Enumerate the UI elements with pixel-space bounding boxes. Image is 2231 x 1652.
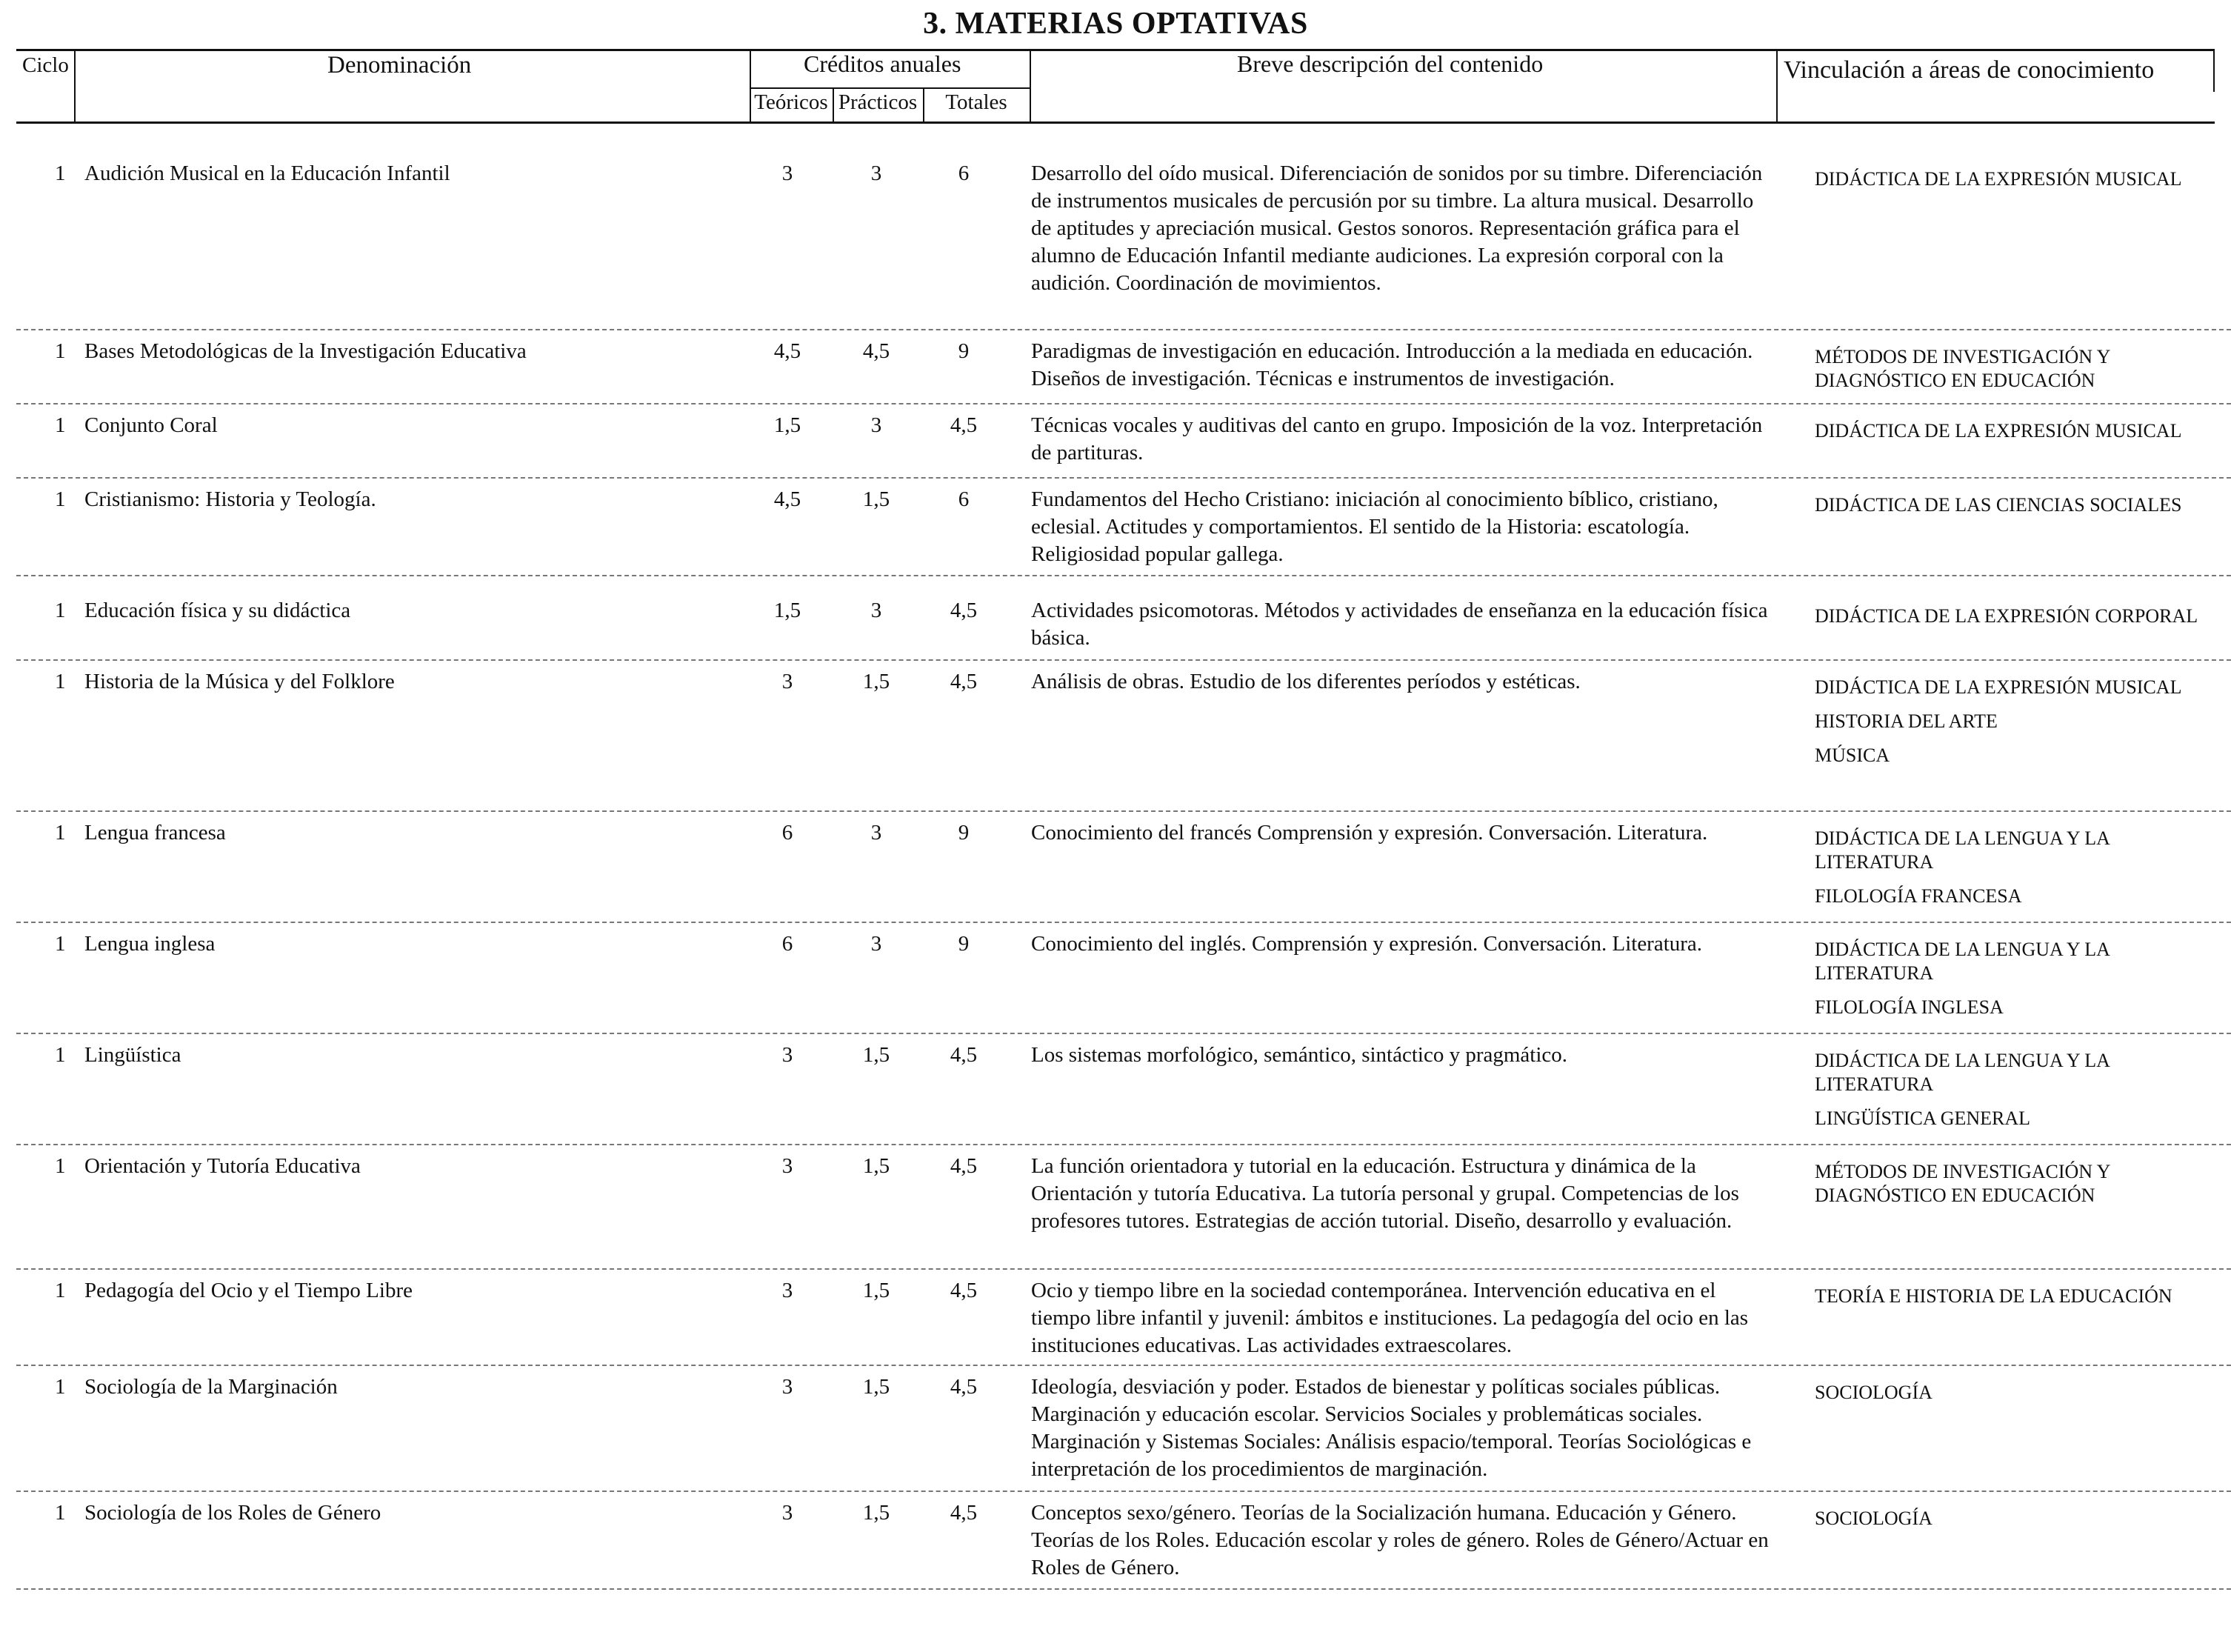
row-teoricos: 6 xyxy=(781,821,793,845)
row-areas xyxy=(1815,676,2230,778)
row-ciclo: 1 xyxy=(55,599,66,622)
row-ciclo: 1 xyxy=(55,1279,66,1302)
header-vinculacion: Vinculación a áreas de conocimiento xyxy=(1784,56,2155,84)
area-item: DIDÁCTICA DE LA EXPRESIÓN MUSICAL xyxy=(1815,168,2182,190)
row-ciclo: 1 xyxy=(55,670,66,693)
row-denominacion: Lengua inglesa xyxy=(84,932,216,956)
row-separator xyxy=(16,1491,2231,1492)
row-denominacion: Pedagogía del Ocio y el Tiempo Libre xyxy=(84,1279,413,1302)
row-practicos: 3 xyxy=(870,821,882,845)
row-denominacion: Conjunto Coral xyxy=(84,413,218,437)
row-denominacion: Educación física y su didáctica xyxy=(84,599,351,622)
row-totales: 4,5 xyxy=(950,413,978,437)
area-item: SOCIOLOGÍA xyxy=(1815,1508,1932,1529)
row-totales: 4,5 xyxy=(950,1501,978,1525)
area-item: MÉTODOS DE INVESTIGACIÓN Y DIAGNÓSTICO EN EDUCACIÓN xyxy=(1815,346,2110,391)
row-separator xyxy=(16,403,2231,404)
row-totales: 4,5 xyxy=(950,1043,978,1067)
row-practicos: 3 xyxy=(870,413,882,437)
row-teoricos: 3 xyxy=(781,670,793,693)
row-denominacion: Cristianismo: Historia y Teología. xyxy=(84,487,376,511)
row-denominacion: Sociología de la Marginación xyxy=(84,1375,338,1399)
row-separator xyxy=(16,1144,2231,1145)
row-descripcion: Fundamentos del Hecho Cristiano: iniciación al conocimiento bíblico, cristiano, eclesial. Actitudes y comportamientos. El sentido de la Historia: escatología. Religiosidad popular gallega. xyxy=(1031,487,1718,566)
row-ciclo: 1 xyxy=(55,1501,66,1525)
row-separator xyxy=(16,810,2231,812)
creditos-sub-rule xyxy=(750,87,1030,89)
row-areas xyxy=(1815,1507,2230,1541)
area-item: DIDÁCTICA DE LAS CIENCIAS SOCIALES xyxy=(1815,494,2182,516)
row-teoricos: 3 xyxy=(781,1043,793,1067)
row-practicos: 3 xyxy=(870,161,882,185)
header-divider-right xyxy=(2213,50,2215,92)
row-teoricos: 4,5 xyxy=(773,339,801,363)
header-divider-descripcion xyxy=(1776,50,1778,121)
row-areas xyxy=(1815,827,2230,919)
area-item: DIDÁCTICA DE LA LENGUA Y LA LITERATURA xyxy=(1815,827,2110,873)
header-denominacion: Denominación xyxy=(327,52,472,79)
row-separator xyxy=(16,1268,2231,1270)
row-totales: 9 xyxy=(958,932,970,956)
header-top-rule xyxy=(16,49,2215,51)
area-item: MÚSICA xyxy=(1815,745,1890,766)
area-item: DIDÁCTICA DE LA EXPRESIÓN MUSICAL xyxy=(1815,420,2182,442)
row-practicos: 4,5 xyxy=(862,339,890,363)
row-areas xyxy=(1815,1049,2230,1141)
row-separator xyxy=(16,575,2231,576)
row-practicos: 1,5 xyxy=(862,670,890,693)
row-teoricos: 1,5 xyxy=(773,413,801,437)
row-areas xyxy=(1815,604,2230,639)
row-descripcion: Conceptos sexo/género. Teorías de la Socialización humana. Educación y Género. Teorías de los Roles. Educación escolar y roles de género. Roles de Género/Actuar en Roles de Género. xyxy=(1031,1501,1769,1579)
row-ciclo: 1 xyxy=(55,932,66,956)
area-item: LINGÜÍSTICA GENERAL xyxy=(1815,1108,2031,1129)
area-item: HISTORIA DEL ARTE xyxy=(1815,710,1998,732)
row-descripcion: Desarrollo del oído musical. Diferenciación de sonidos por su timbre. Diferenciación de instrumentos musicales de percusión por su timbre. La altura musical. Desarrollo de aptitudes y apreciación musical. Gestos sonoros. Representación gráfica para el alumno de Educación Infantil mediante audiciones. La expresión corporal con la audición. Coordinación de movimientos. xyxy=(1031,161,1763,295)
row-teoricos: 1,5 xyxy=(773,599,801,622)
row-separator xyxy=(16,922,2231,923)
row-areas xyxy=(1815,1381,2230,1415)
row-totales: 6 xyxy=(958,161,970,185)
row-denominacion: Lengua francesa xyxy=(84,821,226,845)
area-item: MÉTODOS DE INVESTIGACIÓN Y DIAGNÓSTICO EN EDUCACIÓN xyxy=(1815,1161,2110,1206)
row-denominacion: Audición Musical en la Educación Infantil xyxy=(84,161,450,185)
header-descripcion: Breve descripción del contenido xyxy=(1237,50,1544,77)
row-practicos: 3 xyxy=(870,932,882,956)
row-totales: 4,5 xyxy=(950,1279,978,1302)
header-divider-ciclo xyxy=(74,50,76,121)
row-totales: 9 xyxy=(958,821,970,845)
row-totales: 4,5 xyxy=(950,599,978,622)
row-denominacion: Sociología de los Roles de Género xyxy=(84,1501,381,1525)
row-areas xyxy=(1815,1160,2230,1218)
row-teoricos: 4,5 xyxy=(773,487,801,511)
row-descripcion: Análisis de obras. Estudio de los diferentes períodos y estéticas. xyxy=(1031,670,1581,693)
row-practicos: 1,5 xyxy=(862,1043,890,1067)
row-ciclo: 1 xyxy=(55,1043,66,1067)
row-descripcion: Conocimiento del francés Comprensión y expresión. Conversación. Literatura. xyxy=(1031,821,1708,845)
row-descripcion: Conocimiento del inglés. Comprensión y expresión. Conversación. Literatura. xyxy=(1031,932,1703,956)
row-teoricos: 6 xyxy=(781,932,793,956)
row-practicos: 3 xyxy=(870,599,882,622)
row-practicos: 1,5 xyxy=(862,1154,890,1178)
row-separator xyxy=(16,329,2231,330)
row-areas xyxy=(1815,1285,2230,1319)
row-descripcion: Ocio y tiempo libre en la sociedad contemporánea. Intervención educativa en el tiempo libre infantil y juvenil: ámbitos e instituciones. La pedagogía del ocio en las instituciones educativas. Las actividades extraescolares. xyxy=(1031,1279,1749,1357)
row-descripcion: Los sistemas morfológico, semántico, sintáctico y pragmático. xyxy=(1031,1043,1568,1067)
row-totales: 4,5 xyxy=(950,1154,978,1178)
row-denominacion: Lingüística xyxy=(84,1043,181,1067)
area-item: DIDÁCTICA DE LA EXPRESIÓN CORPORAL xyxy=(1815,605,2198,627)
header-totales: Totales xyxy=(945,90,1007,114)
row-areas xyxy=(1815,938,2230,1030)
row-areas xyxy=(1815,493,2230,527)
row-totales: 6 xyxy=(958,487,970,511)
header-ciclo: Ciclo xyxy=(22,53,69,77)
row-teoricos: 3 xyxy=(781,161,793,185)
area-item: TEORÍA E HISTORIA DE LA EDUCACIÓN xyxy=(1815,1285,2172,1307)
row-totales: 4,5 xyxy=(950,670,978,693)
row-separator xyxy=(16,659,2231,661)
row-descripcion: Técnicas vocales y auditivas del canto en grupo. Imposición de la voz. Interpretación de partituras. xyxy=(1031,413,1763,464)
row-teoricos: 3 xyxy=(781,1375,793,1399)
row-separator xyxy=(16,1033,2231,1034)
row-ciclo: 1 xyxy=(55,1154,66,1178)
row-denominacion: Orientación y Tutoría Educativa xyxy=(84,1154,361,1178)
row-areas xyxy=(1815,419,2230,453)
row-areas xyxy=(1815,345,2230,403)
row-ciclo: 1 xyxy=(55,413,66,437)
row-ciclo: 1 xyxy=(55,1375,66,1399)
row-practicos: 1,5 xyxy=(862,1375,890,1399)
row-totales: 4,5 xyxy=(950,1375,978,1399)
row-practicos: 1,5 xyxy=(862,487,890,511)
row-ciclo: 1 xyxy=(55,161,66,185)
row-teoricos: 3 xyxy=(781,1154,793,1178)
row-descripcion: La función orientadora y tutorial en la educación. Estructura y dinámica de la Orientación y tutoría Educativa. La tutoría personal y grupal. Competencias de los profesores tutores. Estrategias de acción tutorial. Diseño, desarrollo y evaluación. xyxy=(1031,1154,1739,1233)
row-denominacion: Historia de la Música y del Folklore xyxy=(84,670,395,693)
area-item: FILOLOGÍA INGLESA xyxy=(1815,996,2004,1018)
row-descripcion: Paradigmas de investigación en educación. Introducción a la mediada en educación. Diseños de investigación. Técnicas e instrumentos de investigación. xyxy=(1031,339,1753,390)
row-areas xyxy=(1815,167,2230,201)
header-bottom-rule xyxy=(16,121,2215,124)
row-totales: 9 xyxy=(958,339,970,363)
row-descripcion: Actividades psicomotoras. Métodos y actividades de enseñanza en la educación física básica. xyxy=(1031,599,1768,650)
area-item: DIDÁCTICA DE LA LENGUA Y LA LITERATURA xyxy=(1815,1050,2110,1095)
header-teoricos: Teóricos xyxy=(754,90,828,114)
header-divider-creditos xyxy=(1030,50,1031,121)
row-practicos: 1,5 xyxy=(862,1279,890,1302)
row-denominacion: Bases Metodológicas de la Investigación Educativa xyxy=(84,339,527,363)
row-descripcion: Ideología, desviación y poder. Estados de bienestar y políticas sociales públicas. Marginación y educación escolar. Servicios Sociales y problemáticas sociales. Marginación y Sistemas Sociales: Análisis espacio/temporal. Teorías Sociológicas e interpretación de los procedimientos de marginación. xyxy=(1031,1375,1752,1481)
row-separator xyxy=(16,1365,2231,1366)
header-creditos: Créditos anuales xyxy=(804,50,961,77)
page-title: 3. MATERIAS OPTATIVAS xyxy=(923,7,1308,41)
row-teoricos: 3 xyxy=(781,1279,793,1302)
row-practicos: 1,5 xyxy=(862,1501,890,1525)
header-practicos: Prácticos xyxy=(838,90,918,114)
area-item: FILOLOGÍA FRANCESA xyxy=(1815,885,2022,907)
row-teoricos: 3 xyxy=(781,1501,793,1525)
area-item: DIDÁCTICA DE LA EXPRESIÓN MUSICAL xyxy=(1815,676,2182,698)
row-ciclo: 1 xyxy=(55,487,66,511)
row-separator xyxy=(16,1588,2231,1590)
area-item: DIDÁCTICA DE LA LENGUA Y LA LITERATURA xyxy=(1815,939,2110,984)
row-ciclo: 1 xyxy=(55,821,66,845)
row-separator xyxy=(16,477,2231,479)
row-ciclo: 1 xyxy=(55,339,66,363)
area-item: SOCIOLOGÍA xyxy=(1815,1382,1932,1403)
